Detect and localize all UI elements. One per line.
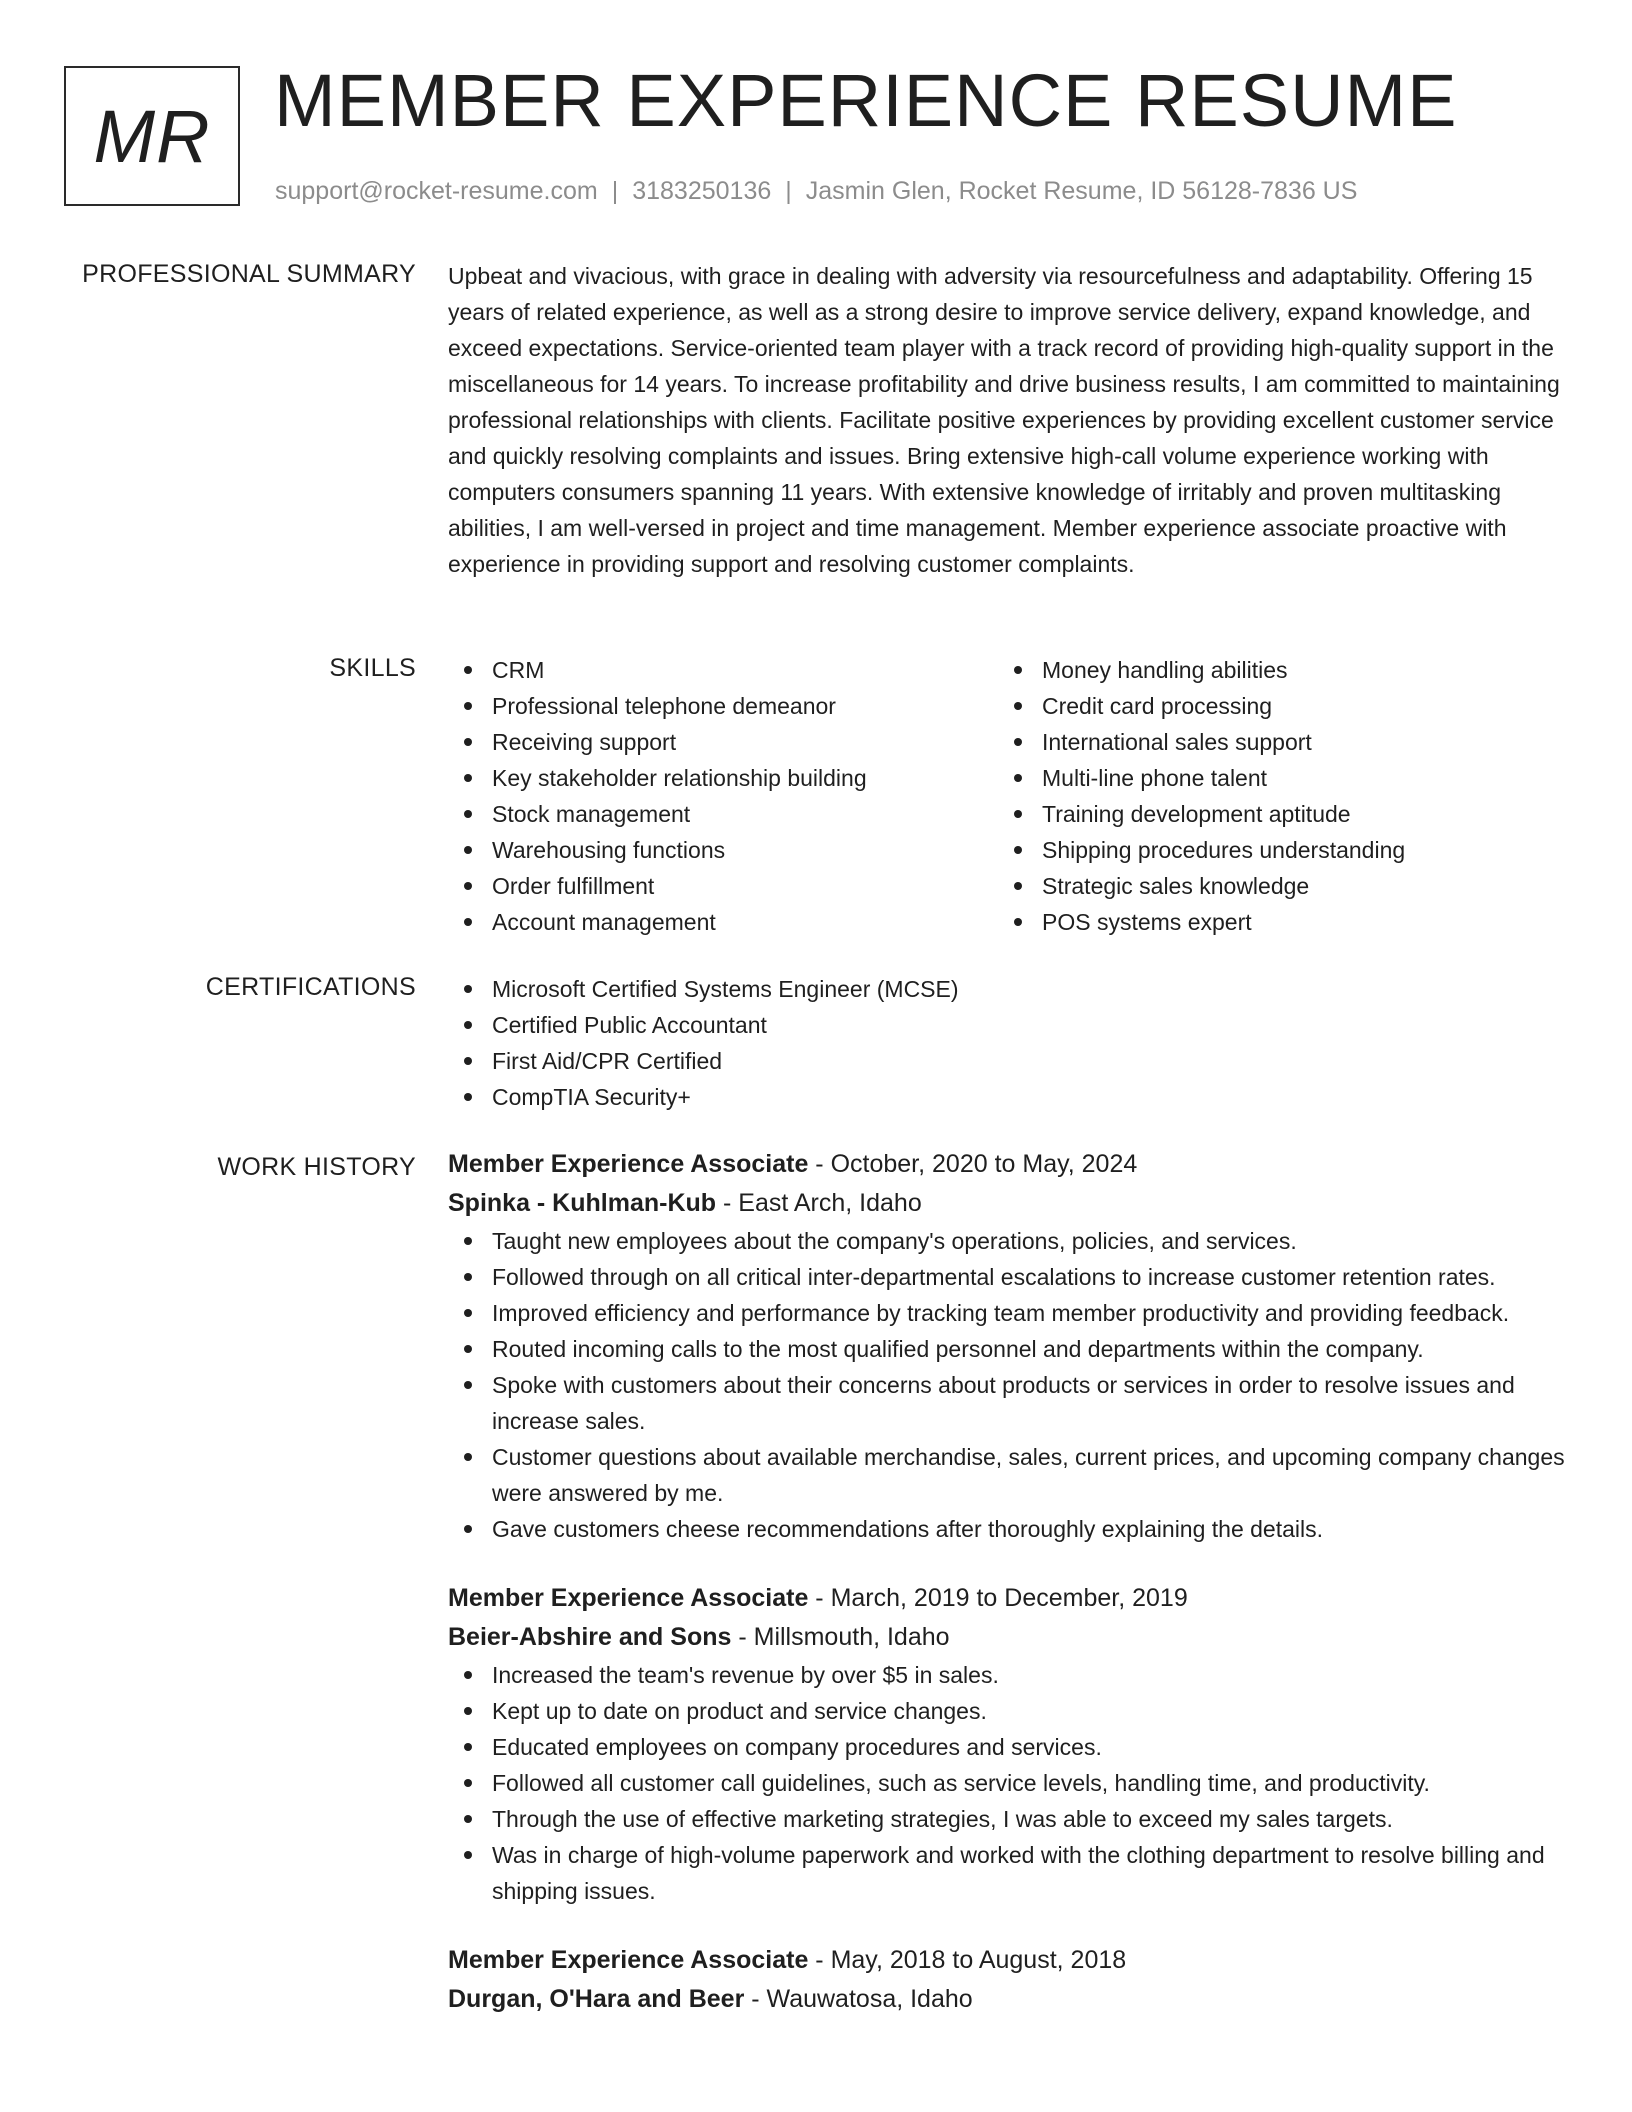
skill-item: Stock management <box>448 796 998 832</box>
skill-item: Key stakeholder relationship building <box>448 760 998 796</box>
job-location: - Wauwatosa, Idaho <box>744 1985 973 2013</box>
job-title-line <box>448 1145 1568 1184</box>
skill-item: Shipping procedures understanding <box>998 832 1548 868</box>
skill-item: Account management <box>448 904 998 940</box>
job-bullet-list <box>448 1657 1568 1909</box>
job-location: - Millsmouth, Idaho <box>731 1623 950 1651</box>
skill-item: Professional telephone demeanor <box>448 688 998 724</box>
job-company: Spinka - Kuhlman-Kub <box>448 1189 717 1217</box>
job-bullet-list <box>448 1223 1568 1547</box>
contact-separator: | <box>611 177 619 205</box>
job-bullet: Improved efficiency and performance by tracking team member productivity and providing feedback. <box>448 1295 1568 1331</box>
work-history-body <box>448 1145 1568 2051</box>
contact-phone[interactable]: 3183250136 <box>632 177 772 205</box>
job-bullet: Was in charge of high-volume paperwork and worked with the clothing department to resolve billing and shipping issues. <box>448 1837 1568 1909</box>
job-company-line <box>448 1980 1568 2019</box>
job-company-line <box>448 1184 1568 1223</box>
job-title: Member Experience Associate <box>448 1946 809 1974</box>
certifications-body <box>448 971 1568 1115</box>
contact-separator: | <box>785 177 792 205</box>
contact-email[interactable]: support@rocket-resume.com <box>275 177 598 205</box>
skill-item: International sales support <box>998 724 1548 760</box>
job-location: - East Arch, Idaho <box>716 1189 922 1217</box>
certifications-list <box>448 971 1568 1115</box>
monogram-box <box>64 66 240 206</box>
job-bullet: Spoke with customers about their concerns about products or services in order to resolve issues and increase sales. <box>448 1367 1568 1439</box>
monogram-initials: MR <box>93 94 211 178</box>
job-bullet: Followed through on all critical inter-departmental escalations to increase customer retention rates. <box>448 1259 1568 1295</box>
job-bullet: Through the use of effective marketing strategies, I was able to exceed my sales targets. <box>448 1801 1568 1837</box>
job-bullet: Kept up to date on product and service changes. <box>448 1693 1568 1729</box>
job-bullet: Increased the team's revenue by over $5 in sales. <box>448 1657 1568 1693</box>
skills-label: SKILLS <box>329 654 416 682</box>
summary-body <box>448 258 1568 582</box>
certification-item: Certified Public Accountant <box>448 1007 1568 1043</box>
skill-item: Training development aptitude <box>998 796 1548 832</box>
resume-title: MEMBER EXPERIENCE RESUME <box>274 59 1458 142</box>
job-company-line <box>448 1618 1568 1657</box>
job-bullet: Taught new employees about the company's operations, policies, and services. <box>448 1223 1568 1259</box>
skill-item: CRM <box>448 652 998 688</box>
job-company: Beier-Abshire and Sons <box>448 1623 732 1651</box>
certifications-label: CERTIFICATIONS <box>205 973 416 1001</box>
contact-line <box>275 176 1357 206</box>
skill-item: Order fulfillment <box>448 868 998 904</box>
job-company: Durgan, O'Hara and Beer <box>448 1985 745 2013</box>
certification-item: First Aid/CPR Certified <box>448 1043 1568 1079</box>
certification-item: Microsoft Certified Systems Engineer (MCSE) <box>448 971 1568 1007</box>
job-bullet: Educated employees on company procedures and services. <box>448 1729 1568 1765</box>
job-bullet: Gave customers cheese recommendations after thoroughly explaining the details. <box>448 1511 1568 1547</box>
certification-item: CompTIA Security+ <box>448 1079 1568 1115</box>
job-entry <box>448 1579 1568 1909</box>
job-title-line <box>448 1579 1568 1618</box>
job-entry <box>448 1145 1568 1547</box>
skills-grid <box>448 652 1568 940</box>
skill-item: Credit card processing <box>998 688 1548 724</box>
skills-list-right <box>998 652 1548 940</box>
skill-item: Strategic sales knowledge <box>998 868 1548 904</box>
job-title: Member Experience Associate <box>448 1150 809 1178</box>
skill-item: POS systems expert <box>998 904 1548 940</box>
job-bullet: Followed all customer call guidelines, such as service levels, handling time, and productivity. <box>448 1765 1568 1801</box>
skills-body <box>448 652 1568 940</box>
job-title-line <box>448 1941 1568 1980</box>
job-title: Member Experience Associate <box>448 1584 809 1612</box>
summary-text: Upbeat and vivacious, with grace in dealing with adversity via resourcefulness and adaptability. Offering 15 years of related experience, as well as a strong desire to improve service delivery, expand knowledge, and exceed expectations. Service-oriented team player with a track record of providing high-quality support in the miscellaneous for 14 years. To increase profitability and drive business results, I am committed to maintaining professional relationships with clients. Facilitate positive experiences by providing excellent customer service and quickly resolving complaints and issues. Bring extensive high-call volume experience working with computers consumers spanning 11 years. With extensive knowledge of irritably and proven multitasking abilities, I am well-versed in project and time management. Member experience associate proactive with experience in providing support and resolving customer complaints. <box>448 263 1560 577</box>
work-history-label: WORK HISTORY <box>217 1153 416 1181</box>
skill-item: Receiving support <box>448 724 998 760</box>
job-entry <box>448 1941 1568 2019</box>
job-dates: - October, 2020 to May, 2024 <box>808 1150 1138 1178</box>
job-dates: - March, 2019 to December, 2019 <box>808 1584 1188 1612</box>
contact-address: Jasmin Glen, Rocket Resume, ID 56128-7836 US <box>805 177 1358 205</box>
summary-label: PROFESSIONAL SUMMARY <box>82 260 416 288</box>
job-bullet: Customer questions about available merchandise, sales, current prices, and upcoming company changes were answered by me. <box>448 1439 1568 1511</box>
job-bullet: Routed incoming calls to the most qualified personnel and departments within the company. <box>448 1331 1568 1367</box>
job-dates: - May, 2018 to August, 2018 <box>808 1946 1127 1974</box>
skill-item: Multi-line phone talent <box>998 760 1548 796</box>
skills-list-left <box>448 652 998 940</box>
skill-item: Money handling abilities <box>998 652 1548 688</box>
skill-item: Warehousing functions <box>448 832 998 868</box>
